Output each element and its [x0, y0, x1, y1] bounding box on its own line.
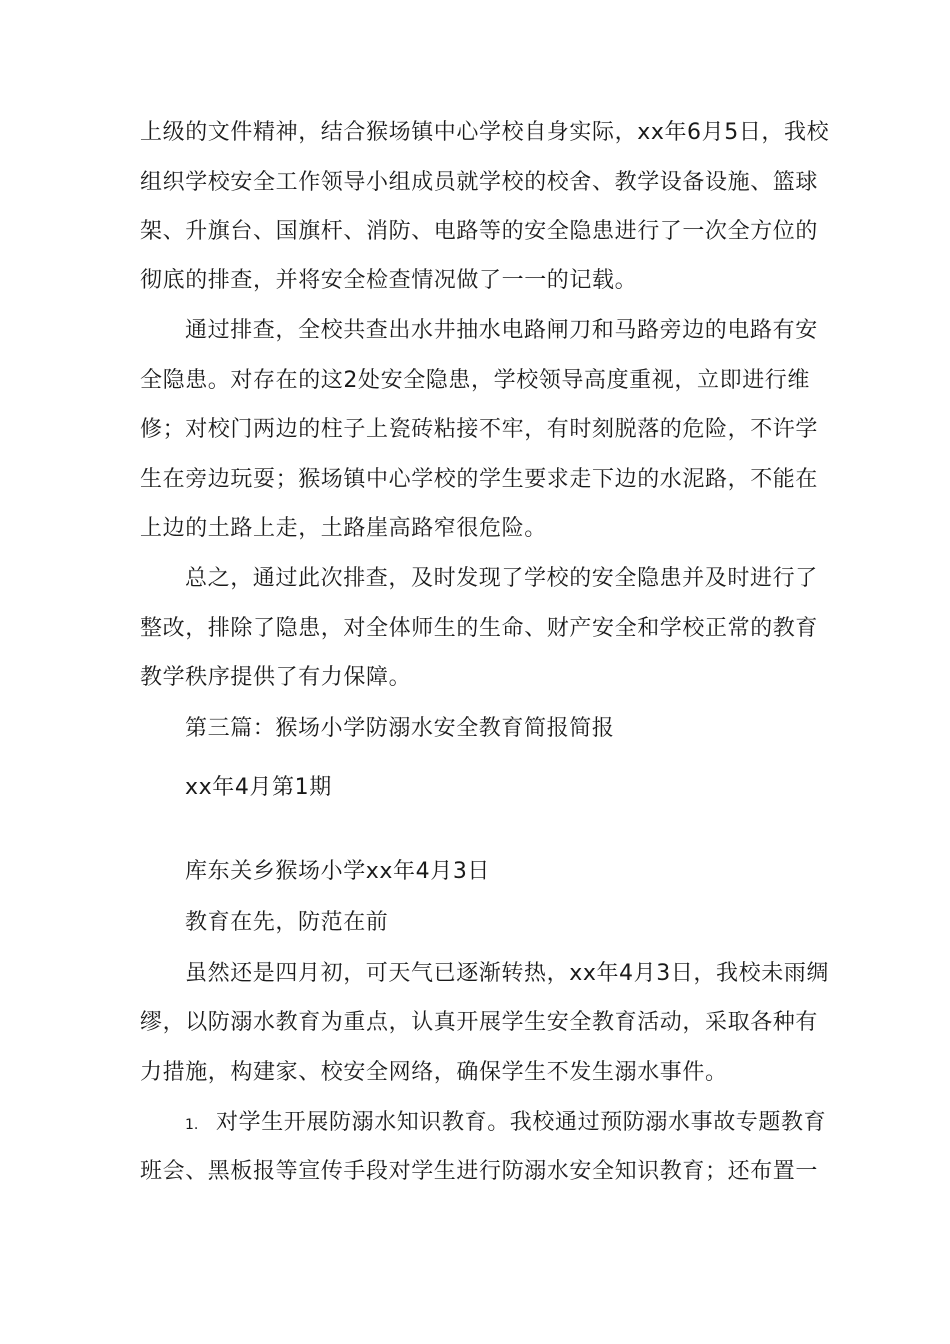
list-item-number: 1.	[185, 1117, 199, 1133]
paragraph-line: 总之，通过此次排查，及时发现了学校的安全隐患并及时进行了	[185, 566, 818, 591]
paragraph-line: 组织学校安全工作领导小组成员就学校的校舍、教学设备设施、篮球	[140, 170, 819, 195]
section-heading: 第三篇：猴场小学防溺水安全教育简报简报	[185, 716, 615, 741]
list-item-line: 对学生开展防溺水知识教育。我校通过预防溺水事故专题教育	[216, 1110, 827, 1135]
paragraph-line: 生在旁边玩耍；猴场镇中心学校的学生要求走下边的水泥路，不能在	[140, 467, 819, 492]
paragraph-line: 虽然还是四月初，可天气已逐渐转热，xx年4月3日，我校未雨绸	[185, 961, 830, 986]
paragraph-line: 全隐患。对存在的这2处安全隐患，学校领导高度重视，立即进行维	[140, 368, 810, 393]
paragraph-line: 通过排查，全校共查出水井抽水电路闸刀和马路旁边的电路有安	[185, 318, 818, 343]
paragraph-line: 教学秩序提供了有力保障。	[140, 665, 412, 690]
issue-line: xx年4月第1期	[185, 775, 332, 800]
paragraph-line: 上级的文件精神，结合猴场镇中心学校自身实际，xx年6月5日，我校	[140, 120, 830, 145]
organization-date-line: 库东关乡猴场小学xx年4月3日	[185, 859, 491, 884]
list-item-line: 班会、黑板报等宣传手段对学生进行防溺水安全知识教育；还布置一	[140, 1159, 819, 1184]
paragraph-line: 彻底的排查，并将安全检查情况做了一一的记载。	[140, 268, 638, 293]
paragraph-line: 上边的土路上走，土路崖高路窄很危险。	[140, 516, 547, 541]
subtitle: 教育在先，防范在前	[185, 910, 389, 935]
paragraph-line: 整改，排除了隐患，对全体师生的生命、财产安全和学校正常的教育	[140, 616, 819, 641]
paragraph-line: 力措施，构建家、校安全网络，确保学生不发生溺水事件。	[140, 1060, 728, 1085]
paragraph-line: 缪，以防溺水教育为重点，认真开展学生安全教育活动，采取各种有	[140, 1010, 819, 1035]
paragraph-line: 架、升旗台、国旗杆、消防、电路等的安全隐患进行了一次全方位的	[140, 219, 819, 244]
paragraph-line: 修；对校门两边的柱子上瓷砖粘接不牢，有时刻脱落的危险，不许学	[140, 417, 819, 442]
